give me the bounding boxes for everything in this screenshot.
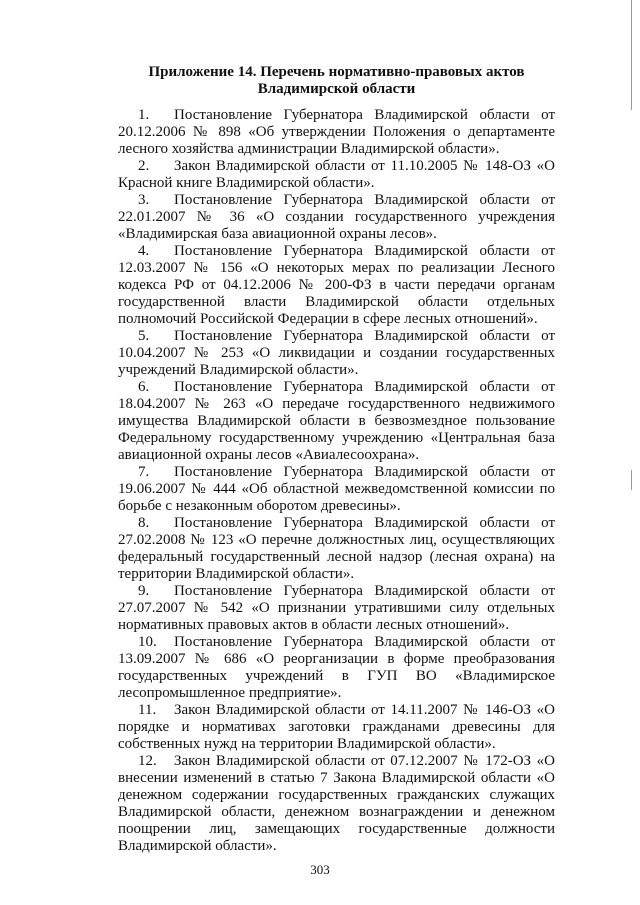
item-number: 4.	[138, 243, 150, 259]
item-text: Закон Владимирской области от 14.11.2007 № 146-ОЗ «О порядке и нормативах заготовки гражданами древесины для собственных нужд на территории Владимирской области».	[118, 702, 555, 752]
item-text: Закон Владимирской области от 11.10.2005 № 148-ОЗ «О Красной книге Владимирской области».	[118, 158, 555, 191]
item-number: 9.	[138, 583, 150, 599]
item-text: Постановление Губернатора Владимирской области от 27.02.2008 № 123 «О перечне должностных лиц, осуществляющих федеральный государственный лесной надзор (лесная охрана) на территории Владимирской области».	[118, 515, 555, 582]
list-item	[118, 702, 555, 753]
document-page	[118, 64, 555, 855]
list-item	[118, 753, 555, 855]
list-item	[118, 243, 555, 328]
list-item	[118, 107, 555, 158]
list-item	[118, 158, 555, 192]
item-number: 12.	[138, 753, 157, 769]
item-number: 6.	[138, 379, 150, 395]
list-item	[118, 192, 555, 243]
scan-edge-mark	[631, 470, 632, 490]
acts-list	[118, 107, 555, 855]
document-title	[118, 64, 555, 98]
item-number: 8.	[138, 515, 150, 531]
item-text: Постановление Губернатора Владимирской области от 27.07.2007 № 542 «О признании утратившими силу отдельных нормативных правовых актов в области лесных отношений».	[118, 583, 555, 633]
item-text: Постановление Губернатора Владимирской области от 20.12.2006 № 898 «Об утверждении Положения о департаменте лесного хозяйства администрации Владимирской области».	[118, 107, 555, 157]
list-item	[118, 634, 555, 702]
item-text: Постановление Губернатора Владимирской области от 12.03.2007 № 156 «О некоторых мерах по реализации Лесного кодекса РФ от 04.12.2006 № 200-ФЗ в части передачи органам государственной власти Владимирской области отдельных полномочий Российской Федерации в сфере лесных отношений».	[118, 243, 555, 327]
item-number: 11.	[138, 702, 157, 718]
item-text: Постановление Губернатора Владимирской области от 22.01.2007 № 36 «О создании государственного учреждения «Владимирская база авиационной охраны лесов».	[118, 192, 555, 242]
title-line-1: Приложение 14. Перечень нормативно-правовых актов	[148, 64, 525, 80]
item-text: Закон Владимирской области от 07.12.2007 № 172-ОЗ «О внесении изменений в статью 7 Закона Владимирской области «О денежном содержании государственных гражданских служащих Владимирской области, денежном вознаграждении и денежном поощрении лиц, замещающих государственные должности Владимирской области».	[118, 753, 555, 854]
item-text: Постановление Губернатора Владимирской области от 10.04.2007 № 253 «О ликвидации и создании государственных учреждений Владимирской области».	[118, 328, 555, 378]
list-item	[118, 583, 555, 634]
item-text: Постановление Губернатора Владимирской области от 13.09.2007 № 686 «О реорганизации в форме преобразования государственных учреждений в ГУП ВО «Владимирское лесопромышленное предприятие».	[118, 634, 555, 701]
item-text: Постановление Губернатора Владимирской области от 19.06.2007 № 444 «Об областной межведомственной комиссии по борьбе с незаконным оборотом древесины».	[118, 464, 555, 514]
list-item	[118, 515, 555, 583]
list-item	[118, 464, 555, 515]
item-number: 5.	[138, 328, 150, 344]
item-number: 2.	[138, 158, 150, 174]
item-number: 7.	[138, 464, 150, 480]
item-number: 10.	[138, 634, 157, 650]
list-item	[118, 328, 555, 379]
item-number: 3.	[138, 192, 150, 208]
item-text: Постановление Губернатора Владимирской области от 18.04.2007 № 263 «О передаче государственного недвижимого имущества Владимирской области в безвозмездное пользование Федеральному государственному учреждению «Центральная база авиационной охраны лесов «Авиалесоохрана».	[118, 379, 555, 463]
page-number: 303	[310, 862, 330, 877]
list-item	[118, 379, 555, 464]
item-number: 1.	[138, 107, 150, 123]
title-line-2: Владимирской области	[257, 81, 416, 97]
scan-edge-mark	[631, 0, 632, 110]
